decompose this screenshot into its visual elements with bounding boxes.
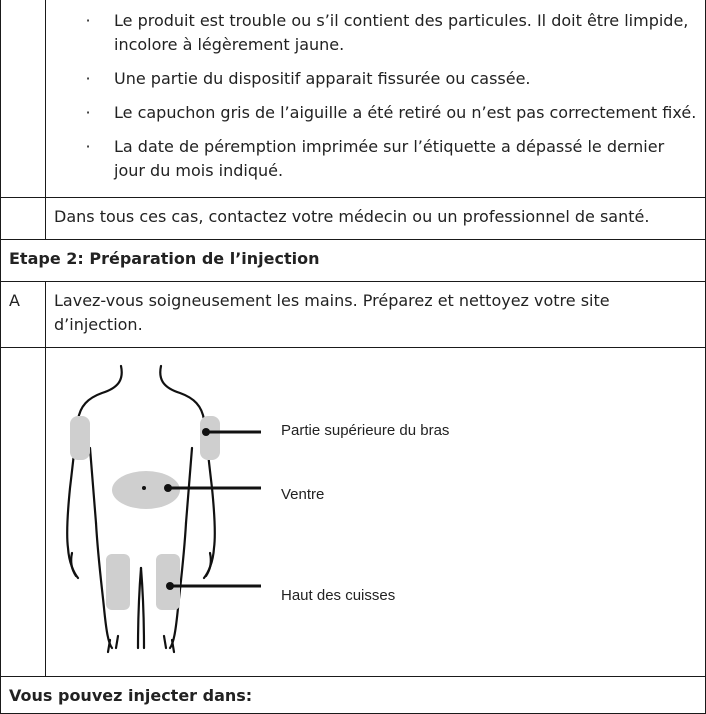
empty-cell	[1, 0, 46, 198]
footer-row	[1, 677, 706, 714]
thigh-site	[156, 554, 180, 610]
list-item-text: Le produit est trouble ou s’il contient des particules. Il doit être limpide, incolore à légèrement jaune.	[114, 11, 689, 54]
step-letter: A	[1, 282, 46, 348]
upper-arm-site	[200, 416, 220, 460]
list-item-text: Une partie du dispositif apparait fissurée ou cassée.	[114, 69, 531, 88]
step-heading-row	[1, 240, 706, 282]
contact-note: Dans tous ces cas, contactez votre médecin ou un professionnel de santé.	[46, 198, 706, 240]
upper-arm-marker	[202, 428, 210, 436]
checklist	[46, 0, 705, 197]
bullet-icon: ·	[85, 103, 91, 122]
step-a-row	[1, 282, 706, 348]
bullet-icon: ·	[85, 69, 91, 88]
figure-row	[1, 348, 706, 677]
list-item-text: Le capuchon gris de l’aiguille a été retiré ou n’est pas correctement fixé.	[114, 103, 697, 122]
bullet-icon: ·	[85, 11, 91, 30]
injection-sites-figure	[46, 348, 706, 676]
upper-arm-label: Partie supérieure du bras	[281, 422, 450, 439]
navel-icon	[142, 486, 146, 490]
list-item	[46, 9, 699, 57]
list-item	[46, 101, 699, 125]
checklist-row	[1, 0, 706, 198]
list-item-text: La date de péremption imprimée sur l’étiquette a dépassé le dernier jour du mois indiqué.	[114, 137, 665, 180]
injection-sites-heading: Vous pouvez injecter dans:	[1, 677, 706, 714]
figure-cell	[46, 348, 706, 677]
upper-arm-site	[70, 416, 90, 460]
thigh-marker	[166, 582, 174, 590]
belly-label: Ventre	[281, 486, 325, 503]
list-item	[46, 135, 699, 183]
list-item	[46, 67, 699, 91]
contact-row	[1, 198, 706, 240]
empty-cell	[1, 198, 46, 240]
step-a-text: Lavez-vous soigneusement les mains. Préparez et nettoyez votre site d’injection.	[46, 282, 706, 348]
bullet-icon: ·	[85, 137, 91, 156]
body-outline-icon	[67, 366, 215, 652]
belly-marker	[164, 484, 172, 492]
step2-heading: Etape 2: Préparation de l’injection	[1, 240, 706, 282]
thigh-site	[106, 554, 130, 610]
thighs-label: Haut des cuisses	[281, 587, 396, 604]
empty-cell	[1, 348, 46, 677]
checklist-cell	[46, 0, 706, 198]
